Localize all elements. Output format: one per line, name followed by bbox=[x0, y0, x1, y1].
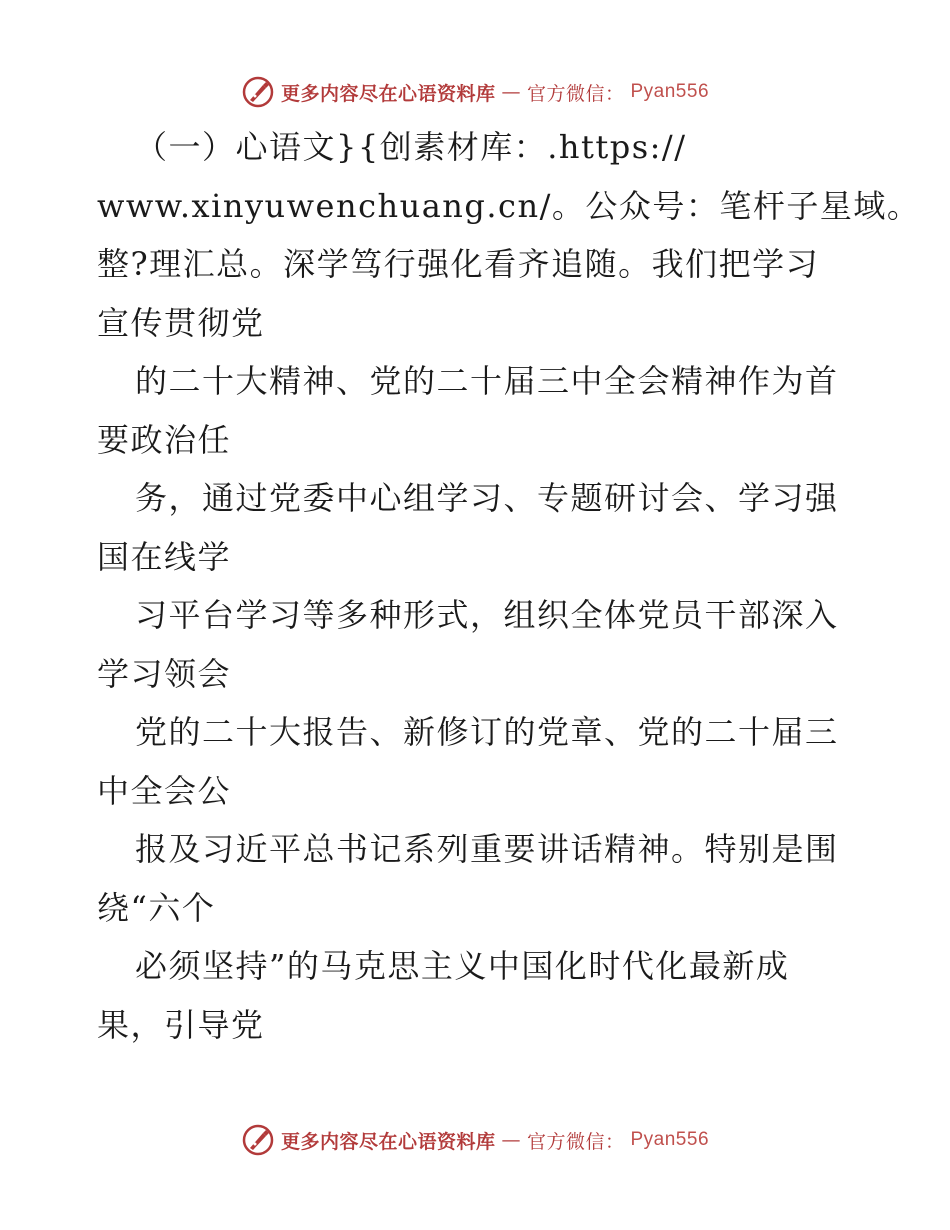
footer-banner bbox=[0, 1120, 950, 1160]
body-line: 绕“六个 bbox=[97, 888, 216, 927]
pen-nib-logo-icon bbox=[241, 75, 275, 109]
body-line: 整?理汇总。深学笃行强化看齐追随。我们把学习 bbox=[97, 245, 820, 283]
pen-nib-logo-icon bbox=[241, 1123, 275, 1157]
body-line: 中全会公 bbox=[97, 771, 232, 810]
banner-wechat-id: Pyan556 bbox=[630, 81, 710, 102]
body-line: 要政治任 bbox=[97, 420, 232, 459]
banner-dash: — bbox=[501, 81, 521, 103]
header-banner bbox=[0, 72, 950, 112]
body-line: 必须坚持”的马克思主义中国化时代化最新成 bbox=[135, 947, 790, 985]
body-line: 习平台学习等多种形式，组织全体党员干部深入 bbox=[135, 596, 839, 634]
body-line: 国在线学 bbox=[97, 537, 232, 576]
body-line: 党的二十大报告、新修订的党章、党的二十届三 bbox=[135, 713, 839, 751]
body-line: www.xinyuwenchuang.cn/。公众号：笔杆子星域。 bbox=[97, 186, 921, 225]
document-body bbox=[97, 118, 921, 1054]
banner-wechat-id: Pyan556 bbox=[630, 1129, 710, 1150]
body-line: 学习领会 bbox=[97, 654, 232, 693]
banner-brand-text: 更多内容尽在心语资料库 bbox=[280, 1130, 496, 1153]
body-line: 的二十大精神、党的二十届三中全会精神作为首 bbox=[135, 362, 839, 400]
body-line: 报及习近平总书记系列重要讲话精神。特别是围 bbox=[135, 830, 839, 868]
body-line: （一）心语文}{创素材库：.https:// bbox=[135, 128, 687, 166]
banner-dash: — bbox=[501, 1129, 521, 1151]
body-line: 果，引导党 bbox=[97, 1005, 265, 1044]
body-line: 务，通过党委中心组学习、专题研讨会、学习强 bbox=[135, 479, 839, 517]
banner-brand-text: 更多内容尽在心语资料库 bbox=[280, 82, 496, 105]
banner-wechat-label: 官方微信： bbox=[526, 1130, 625, 1153]
body-line: 宣传贯彻党 bbox=[97, 303, 265, 342]
banner-wechat-label: 官方微信： bbox=[526, 82, 625, 105]
